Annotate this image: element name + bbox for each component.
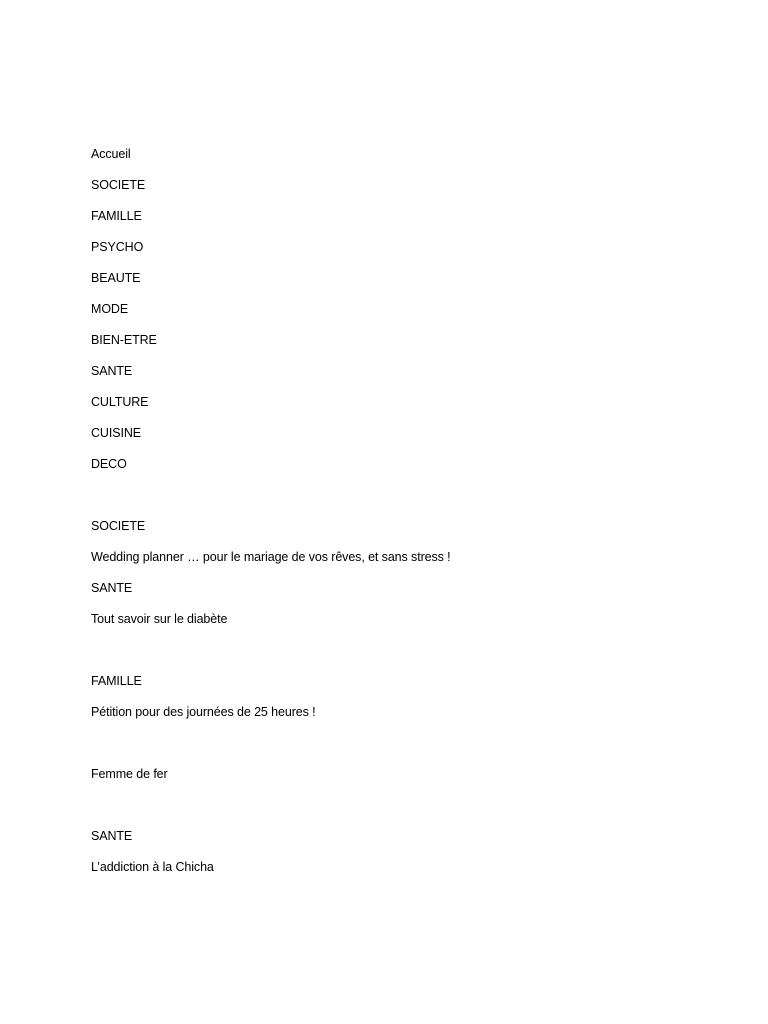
spacer: [91, 735, 731, 752]
article-category: SOCIETE: [91, 519, 146, 533]
spacer: [91, 487, 731, 504]
article-category: SANTE: [91, 581, 133, 595]
menu-list: [91, 146, 731, 473]
document-page: [91, 146, 731, 890]
menu-item-mode[interactable]: MODE: [91, 302, 129, 316]
article-list: [91, 518, 731, 876]
menu-item-bien-etre[interactable]: BIEN-ETRE: [91, 333, 157, 347]
menu-item-beaute[interactable]: BEAUTE: [91, 271, 141, 285]
spacer: [91, 797, 731, 814]
menu-item-societe[interactable]: SOCIETE: [91, 178, 146, 192]
menu-item-deco[interactable]: DECO: [91, 457, 127, 471]
article-title[interactable]: L’addiction à la Chicha: [91, 860, 214, 874]
menu-item-cuisine[interactable]: CUISINE: [91, 426, 142, 440]
spacer: [91, 642, 731, 659]
article-title[interactable]: Femme de fer: [91, 767, 168, 781]
article-title[interactable]: Pétition pour des journées de 25 heures !: [91, 705, 316, 719]
article-category: FAMILLE: [91, 674, 142, 688]
menu-item-famille[interactable]: FAMILLE: [91, 209, 142, 223]
article-title[interactable]: Tout savoir sur le diabète: [91, 612, 228, 626]
menu-item-psycho[interactable]: PSYCHO: [91, 240, 144, 254]
article-category: SANTE: [91, 829, 133, 843]
menu-item-culture[interactable]: CULTURE: [91, 395, 149, 409]
article-title[interactable]: Wedding planner … pour le mariage de vos rêves, et sans stress !: [91, 550, 451, 564]
menu-item-sante[interactable]: SANTE: [91, 364, 133, 378]
menu-item-accueil[interactable]: Accueil: [91, 147, 131, 161]
